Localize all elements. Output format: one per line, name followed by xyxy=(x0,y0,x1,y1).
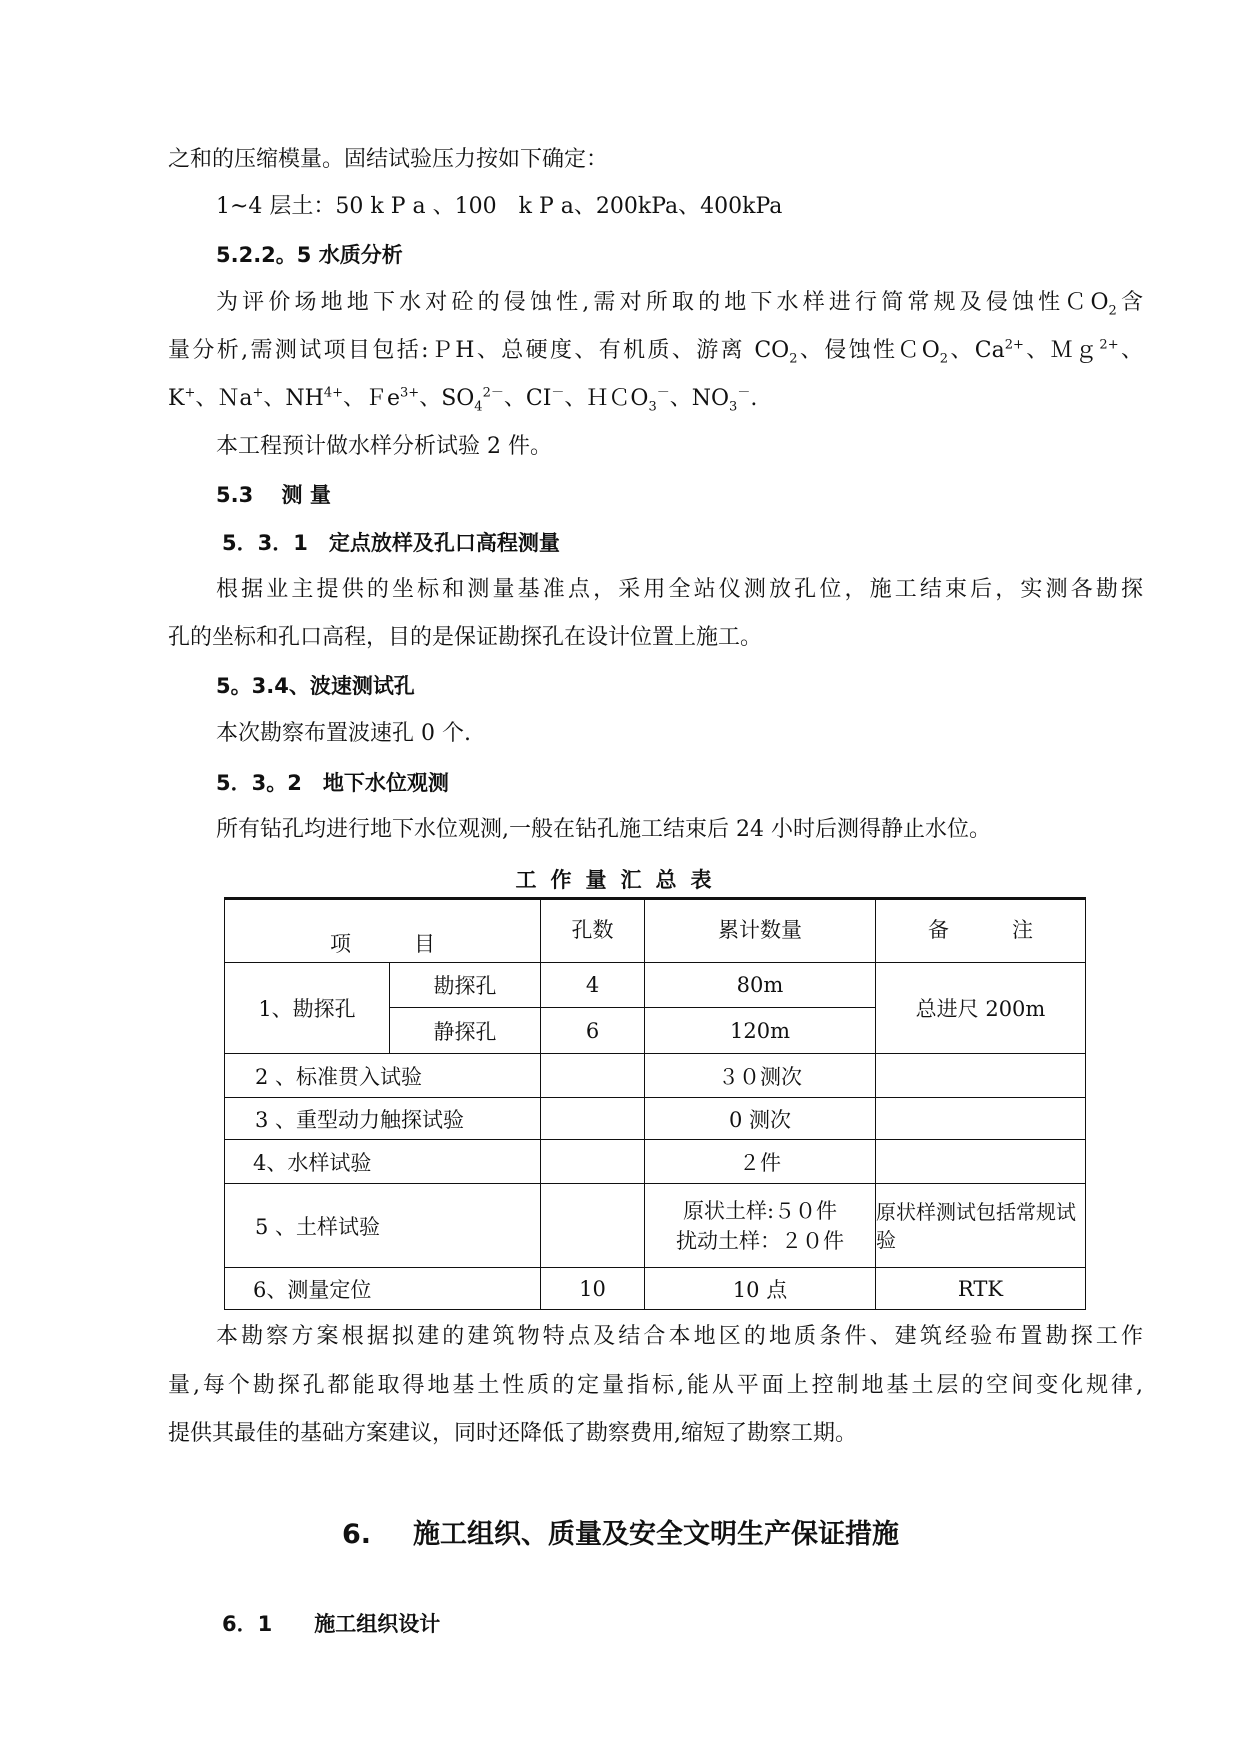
section-heading-5-3-2: 5．3。2 地下水位观测 xyxy=(216,771,449,795)
cell-remark: 总进尺 200m xyxy=(876,963,1086,1054)
cell-qty: 0 测次 xyxy=(645,1098,876,1140)
section-heading-5-3: 5.3 测 量 xyxy=(216,483,331,507)
cell-qty: 120m xyxy=(645,1008,876,1054)
superscript: + xyxy=(184,385,196,401)
superscript: 4+ xyxy=(323,385,343,401)
text-run: 、NO xyxy=(669,386,730,411)
superscript: － xyxy=(656,385,670,401)
chapter-6-heading xyxy=(0,1512,1241,1551)
paragraph-line: 量,每个勘探孔都能取得地基土性质的定量指标,能从平面上控制地基土层的空间变化规律, xyxy=(168,1373,1143,1398)
text-run: 为评价场地地下水对砼的侵蚀性,需对所取的地下水样进行简常规及侵蚀性ＣO xyxy=(216,290,1109,315)
paragraph-line: 1~4 层土：50 k P a 、100 k P a、200kPa、400kPa xyxy=(216,194,783,219)
qty-undisturbed: 原状土样:５０件 xyxy=(682,1198,838,1223)
table-row xyxy=(225,1098,1086,1140)
cell-qty: ２件 xyxy=(645,1140,876,1184)
text-run: 含 xyxy=(1116,290,1143,315)
paragraph-line xyxy=(216,288,1143,318)
table-row xyxy=(225,1054,1086,1098)
table-header-row xyxy=(225,899,1086,963)
paragraph-line: 本次勘察布置波速孔 0 个. xyxy=(216,721,471,746)
superscript: 2+ xyxy=(1004,337,1024,353)
cell-qty: 10 点 xyxy=(645,1268,876,1310)
text-run: 、SO xyxy=(419,386,475,411)
cell-remark: 原状样测试包括常规试验 xyxy=(876,1184,1086,1268)
cell-label: 4、水样试验 xyxy=(225,1140,541,1184)
text-run: . xyxy=(750,386,758,411)
cell-remark xyxy=(876,1098,1086,1140)
section-heading-6-1: 6．1 施工组织设计 xyxy=(222,1612,441,1636)
table-title: 工作量汇总表 xyxy=(515,868,726,892)
header-remark: 备 注 xyxy=(876,899,1086,963)
text-run: 、侵蚀性ＣO xyxy=(797,338,940,363)
cell-holes: 10 xyxy=(541,1268,645,1310)
table-row xyxy=(225,963,1086,1008)
cell-remark: RTK xyxy=(876,1268,1086,1310)
cell-holes: 4 xyxy=(541,963,645,1008)
paragraph-line xyxy=(168,336,1143,366)
superscript: 2－ xyxy=(482,385,504,401)
paragraph-line: 所有钻孔均进行地下水位观测,一般在钻孔施工结束后 24 小时后测得静止水位。 xyxy=(216,817,991,842)
superscript: 2+ xyxy=(1099,337,1119,353)
text-run: 量分析,需测试项目包括:ＰH、总硬度、有机质、游离 CO xyxy=(168,338,790,363)
paragraph-line: 本勘察方案根据拟建的建筑物特点及结合本地区的地质条件、建筑经验布置勘探工作 xyxy=(216,1324,1143,1349)
cell-holes xyxy=(541,1184,645,1268)
superscript: － xyxy=(737,385,751,401)
workload-summary-table xyxy=(224,897,1086,1310)
text-run: 、NH xyxy=(263,386,324,411)
chapter-title: 施工组织、质量及安全文明生产保证措施 xyxy=(413,1519,900,1550)
header-quantity: 累计数量 xyxy=(645,899,876,963)
paragraph-line: 之和的压缩模量。固结试验压力按如下确定： xyxy=(168,147,609,172)
cell-label: 6、测量定位 xyxy=(225,1268,541,1310)
text-run: 、ＨＣO xyxy=(564,386,649,411)
cell-holes xyxy=(541,1098,645,1140)
section-heading-5-2-2-5: 5.2.2。5 水质分析 xyxy=(216,243,403,267)
table-row xyxy=(225,1140,1086,1184)
table-row xyxy=(225,1268,1086,1310)
cell-label: 3 、重型动力触探试验 xyxy=(225,1098,541,1140)
cell-holes xyxy=(541,1054,645,1098)
subscript: 3 xyxy=(729,399,738,415)
table-row xyxy=(225,1184,1086,1268)
text-run: 、Ｆe xyxy=(342,386,401,411)
paragraph-line: 孔的坐标和孔口高程，目的是保证勘探孔在设计位置上施工。 xyxy=(168,625,763,650)
superscript: + xyxy=(252,385,264,401)
cell-remark xyxy=(876,1140,1086,1184)
text-run: 、Ｍｇ xyxy=(1023,338,1100,363)
section-heading-5-3-4: 5。3.4、波速测试孔 xyxy=(216,674,415,698)
chapter-number: 6. xyxy=(341,1519,372,1550)
cell-sub: 静探孔 xyxy=(390,1008,541,1054)
subscript: 4 xyxy=(474,399,483,415)
text-run: 、Ｎa xyxy=(195,386,253,411)
subscript: 2 xyxy=(1108,303,1117,319)
text-run: 、 xyxy=(1118,338,1143,363)
cell-qty: 80m xyxy=(645,963,876,1008)
cell-qty xyxy=(645,1184,876,1268)
cell-remark xyxy=(876,1054,1086,1098)
paragraph-line: 根据业主提供的坐标和测量基准点，采用全站仪测放孔位，施工结束后，实测各勘探 xyxy=(216,577,1143,602)
cell-label: 2 、标准贯入试验 xyxy=(225,1054,541,1098)
cell-qty: ３０测次 xyxy=(645,1054,876,1098)
text-run: 、CI xyxy=(503,386,552,411)
qty-disturbed: 扰动土样：２０件 xyxy=(676,1228,844,1253)
subscript: 2 xyxy=(939,351,949,367)
cell-sub: 勘探孔 xyxy=(390,963,541,1008)
cell-holes: 6 xyxy=(541,1008,645,1054)
cell-holes xyxy=(541,1140,645,1184)
subscript: 3 xyxy=(648,399,657,415)
header-item: 项 目 xyxy=(225,899,541,963)
superscript: 3+ xyxy=(400,385,420,401)
paragraph-line xyxy=(168,384,757,414)
superscript: － xyxy=(551,385,565,401)
text-run: K xyxy=(168,386,185,411)
paragraph-line: 提供其最佳的基础方案建议，同时还降低了勘察费用,缩短了勘察工期。 xyxy=(168,1421,857,1446)
section-heading-5-3-1: 5．3．1 定点放样及孔口高程测量 xyxy=(222,531,560,555)
paragraph-line: 本工程预计做水样分析试验 2 件。 xyxy=(216,434,552,459)
cell-label: 1、勘探孔 xyxy=(225,963,390,1054)
cell-label: 5 、土样试验 xyxy=(225,1184,541,1268)
text-run: 、Ca xyxy=(948,338,1005,363)
header-holes: 孔数 xyxy=(541,899,645,963)
subscript: 2 xyxy=(789,351,798,367)
